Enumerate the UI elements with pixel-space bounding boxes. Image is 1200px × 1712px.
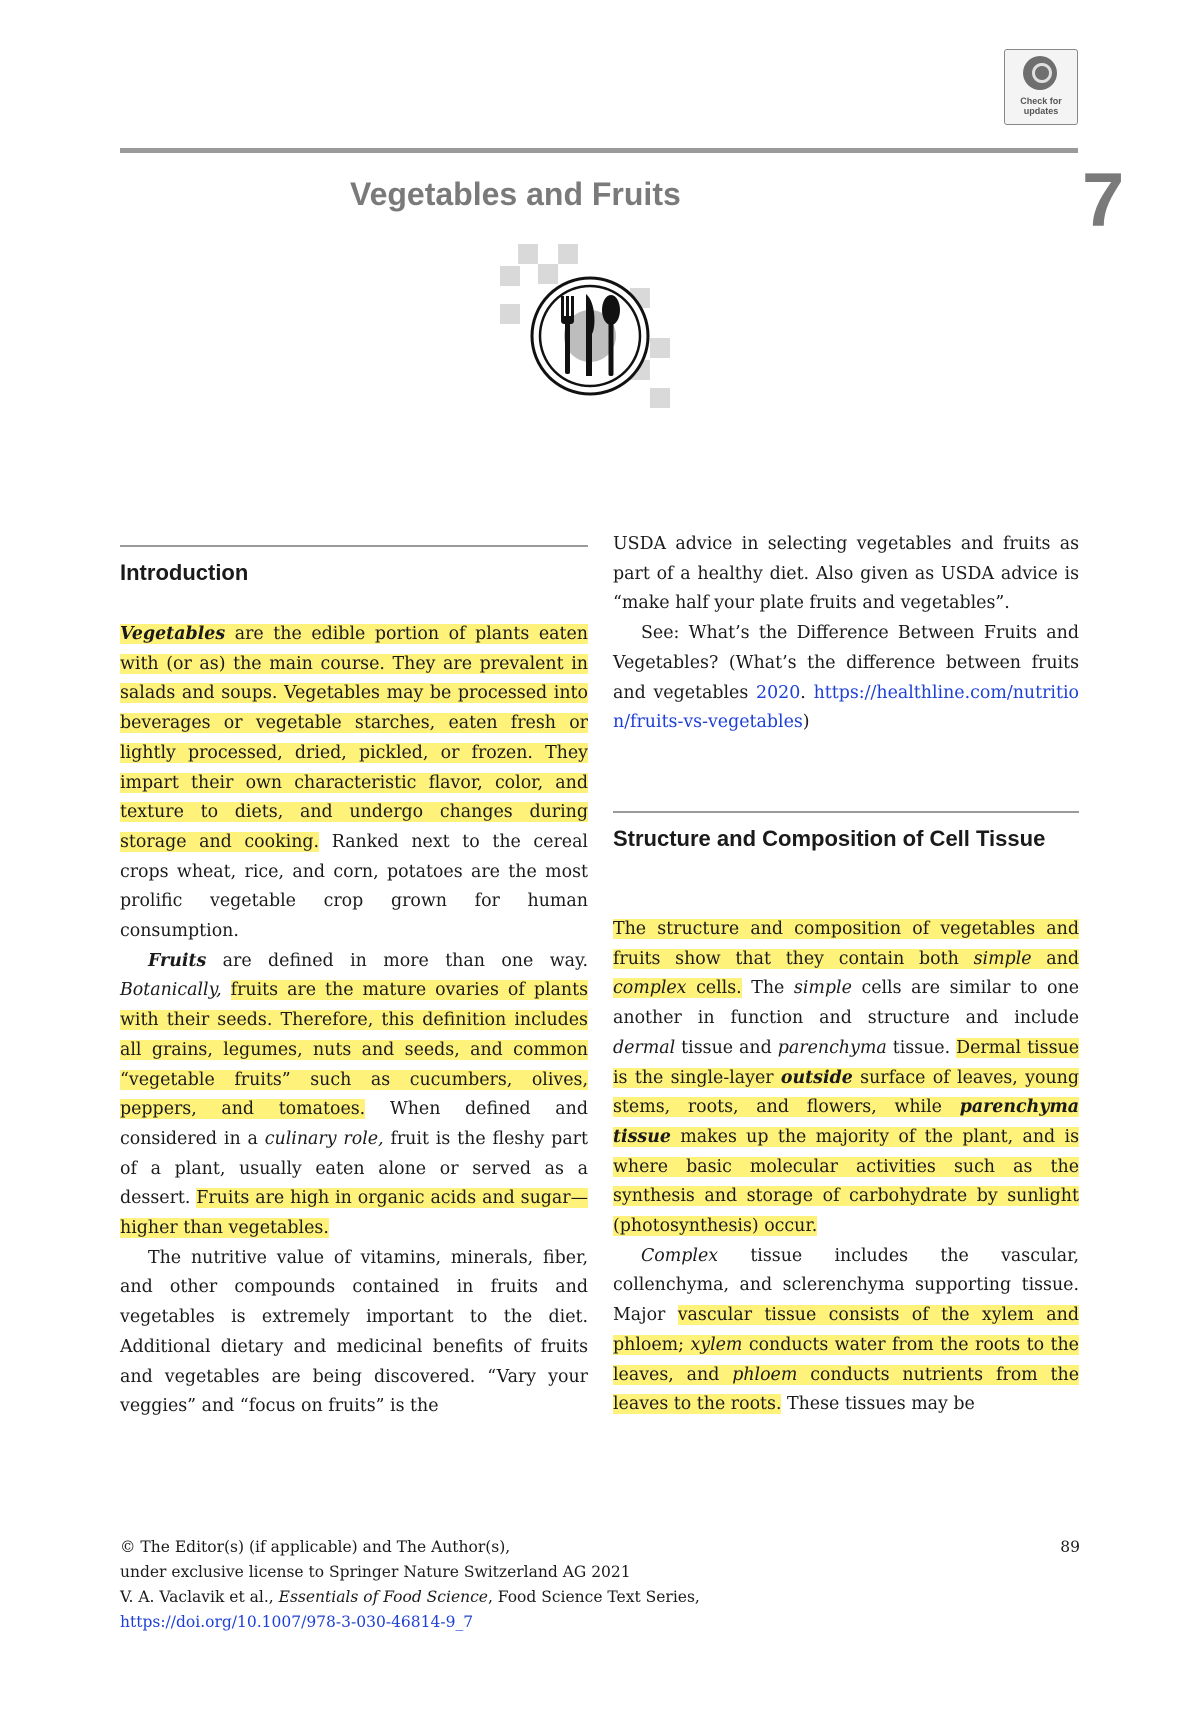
structure-p2-hl1: vascular tissue consists of the xylem and phloem;	[613, 1305, 1079, 1355]
fruits-term: Fruits	[148, 950, 207, 971]
intro-p2-highlight-2: Fruits are high in organic acids and sugar—higher than vegetables.	[120, 1188, 588, 1239]
vegetables-term: Vegetables	[120, 624, 226, 644]
reference-close: )	[802, 712, 810, 733]
header-rule	[120, 148, 1078, 153]
parenchyma-term: parenchyma	[777, 1037, 887, 1058]
simple-term-2: simple	[793, 978, 852, 999]
reference-year-link[interactable]: 2020	[756, 682, 801, 703]
badge-line-1: Check for	[1020, 96, 1062, 106]
right-column-top	[613, 530, 1079, 738]
phloem-term: phloem	[732, 1364, 798, 1385]
intro-paragraph-2	[120, 947, 588, 1244]
right-paragraph-2	[613, 619, 1079, 738]
dermal-term: dermal	[613, 1037, 676, 1058]
structure-p2-hl2: conducts water from the roots to the leaves, and	[613, 1334, 1079, 1385]
structure-p2-hl3: conducts nutrients from the leaves to the roots.	[613, 1364, 1079, 1415]
structure-paragraph-1	[613, 915, 1079, 1242]
intro-paragraph-3: The nutritive value of vitamins, minerals, fiber, and other compounds contained in fruits and vegetables is extremely important to the diet. Additional dietary and medicinal benefits of fruits and vegetables are being discovered. “Vary your veggies” and “focus on fruits” is the	[120, 1247, 588, 1417]
footer-line-4	[120, 1610, 1080, 1635]
doi-link[interactable]: https://doi.org/10.1007/978-3-030-46814-9_7	[120, 1613, 474, 1631]
intro-p2-text-3: fruit is the fleshy part of a plant, usually eaten alone or served as a dessert.	[120, 1128, 588, 1209]
chapter-title: Vegetables and Fruits	[350, 176, 681, 212]
culinary-term: culinary role,	[264, 1128, 384, 1149]
parenchyma-tissue-term: parenchyma tissue	[613, 1097, 1079, 1147]
structure-p1-t2: cells are similar to one another in function and structure and include	[613, 978, 1079, 1029]
reference-separator: .	[800, 682, 814, 703]
simple-term: simple	[973, 948, 1032, 969]
cutlery-plate-icon	[500, 238, 700, 418]
check-for-updates-badge[interactable]	[1004, 49, 1078, 125]
reference-url-link[interactable]: https://healthline.com/nutrition/fruits-vs-vegetables	[613, 682, 1079, 733]
page-number: 89	[1060, 1538, 1080, 1556]
right-column-body	[613, 915, 1079, 1420]
outside-term: outside	[780, 1067, 853, 1088]
reference-text: See: What’s the Difference Between Fruits and Vegetables? (What’s the difference between fruits and vegetables	[613, 623, 1079, 703]
structure-p1-highlight-b	[613, 1038, 1079, 1236]
footer-line-1: © The Editor(s) (if applicable) and The Author(s),	[120, 1538, 511, 1556]
structure-p1-hl2: and	[1031, 948, 1079, 969]
structure-p1-hl5: surface of leaves, young stems, roots, and flowers, while	[613, 1067, 1079, 1118]
xylem-term: xylem	[690, 1334, 743, 1355]
structure-p1-t1: The	[741, 978, 794, 999]
complex-term: complex	[613, 978, 687, 999]
structure-rule	[613, 811, 1079, 813]
footer-series: , Food Science Text Series,	[487, 1588, 700, 1606]
intro-p1-text: Ranked next to the cereal crops wheat, rice, and corn, potatoes are the most prolific vegetable crop grown for human consumption.	[120, 831, 588, 942]
intro-p2-text-2: When defined and considered in a	[120, 1099, 588, 1149]
intro-p1-highlight	[120, 624, 588, 852]
intro-p1-highlight-text: are the edible portion of plants eaten with (or as) the main course. They are prevalent in salads and soups. Vegetables may be processed into beverages or vegetable starches, eaten fresh or lightly processed, dried, pickled, or frozen. They impart their own characteristic flavor, color, and texture to diets, and undergo changes during storage and cooking.	[120, 624, 588, 852]
structure-p2-t1: tissue includes the vascular, collenchyma, and sclerenchyma supporting tissue. Major	[613, 1245, 1079, 1326]
intro-p2-text-1: are defined in more than one way.	[206, 950, 588, 971]
structure-p1-t3: tissue and	[675, 1037, 778, 1058]
right-paragraph-1: USDA advice in selecting vegetables and fruits as part of a healthy diet. Also given as USDA advice is “make half your plate fruits and vegetables”.	[613, 534, 1079, 614]
chapter-number: 7	[1082, 158, 1125, 243]
introduction-heading: Introduction	[120, 560, 249, 585]
structure-p1-hl1: The structure and composition of vegetables and fruits show that they contain both	[613, 919, 1079, 969]
intro-p2-highlight-1: fruits are the mature ovaries of plants with their seeds. Therefore, this definition includes all grains, legumes, nuts and seeds, and common “vegetable fruits” such as cucumbers, olives, peppers, and tomatoes.	[120, 980, 588, 1120]
footer-authors: V. A. Vaclavik et al.,	[120, 1588, 279, 1606]
complex-tissue-term: Complex	[641, 1245, 719, 1266]
left-column	[120, 620, 588, 1422]
badge-line-2: updates	[1023, 106, 1059, 116]
structure-p1-hl3: cells.	[686, 978, 742, 999]
copyright-footer	[120, 1535, 1080, 1635]
footer-book-title: Essentials of Food Science	[278, 1588, 488, 1606]
footer-line-2: under exclusive license to Springer Nature Switzerland AG 2021	[120, 1563, 631, 1581]
structure-p1-t4: tissue.	[886, 1037, 957, 1058]
badge-label	[1005, 96, 1077, 116]
structure-heading: Structure and Composition of Cell Tissue	[613, 826, 1046, 851]
introduction-rule	[120, 545, 588, 547]
structure-paragraph-2	[613, 1242, 1079, 1420]
structure-p2-t2: These tissues may be	[781, 1394, 975, 1415]
footer-line-3	[120, 1585, 1080, 1610]
structure-p1-hl4: Dermal tissue is the single-layer	[613, 1037, 1079, 1088]
intro-paragraph-1	[120, 620, 588, 947]
structure-p1-hl6: makes up the majority of the plant, and is where basic molecular activities such as the synthesis and storage of carbohydrate by sunlight (photosynthesis) occur.	[613, 1126, 1079, 1237]
botanically-term: Botanically,	[120, 980, 222, 1001]
check-updates-icon	[1023, 56, 1057, 90]
